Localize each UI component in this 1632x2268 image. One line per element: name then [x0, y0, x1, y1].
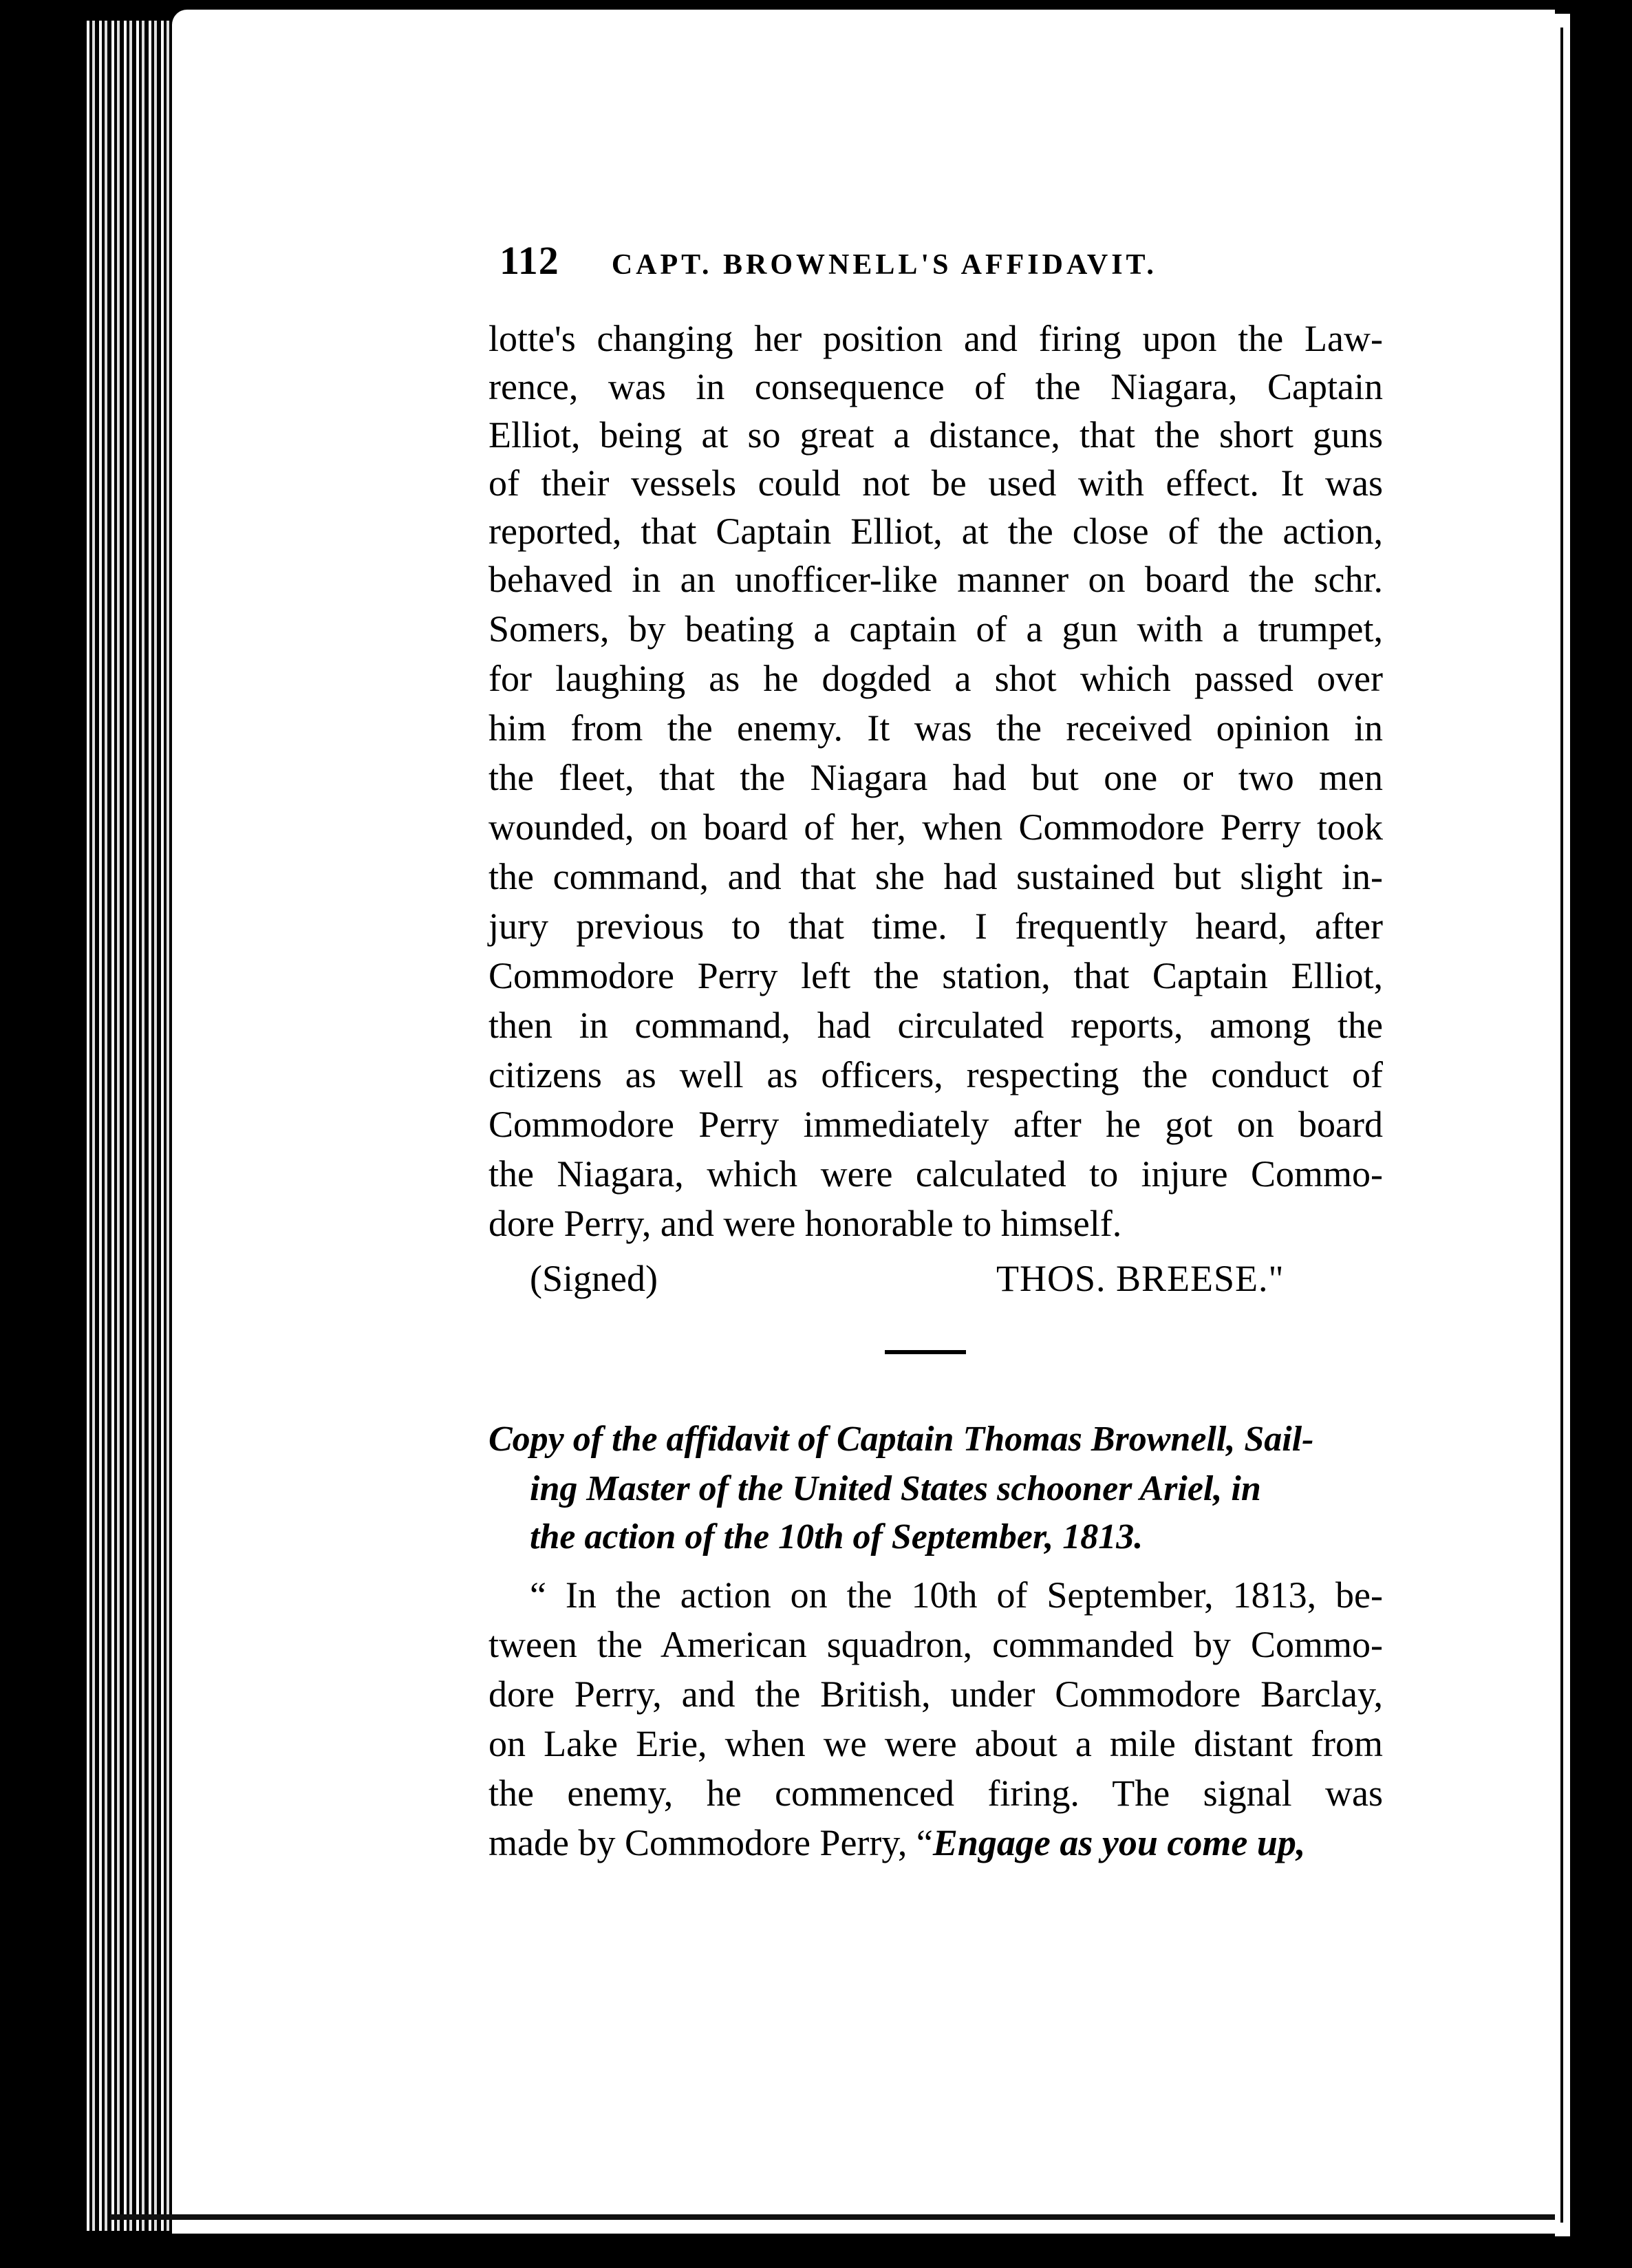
body-line: Somers, by beating a captain of a gun with a trumpet, — [488, 608, 1383, 650]
body-line: Commodore Perry left the station, that Captain Elliot, — [488, 955, 1383, 996]
affidavit-line-italic: Engage as you come up, — [932, 1822, 1306, 1863]
bottom-edge — [110, 2214, 1555, 2220]
affidavit-line: on Lake Erie, when we were about a mile distant from — [488, 1723, 1383, 1764]
gutter-line — [1560, 28, 1563, 2223]
body-line: behaved in an unofficer-like manner on board the schr. — [488, 559, 1383, 600]
signed-label: (Signed) — [530, 1258, 658, 1299]
body-line: of their vessels could not be used with effect. It was — [488, 462, 1383, 504]
page-number: 112 — [500, 238, 559, 283]
body-line: lotte's changing her position and firing upon the Law- — [488, 318, 1383, 359]
body-line: him from the enemy. It was the received opinion in — [488, 707, 1383, 749]
running-head: CAPT. BROWNELL'S AFFIDAVIT. — [611, 249, 1157, 281]
body-line: reported, that Captain Elliot, at the close of the action, — [488, 511, 1383, 552]
body-line: then in command, had circulated reports, among the — [488, 1005, 1383, 1046]
body-line: Elliot, being at so great a distance, that the short guns — [488, 414, 1383, 456]
signer-name: THOS. BREESE." — [996, 1258, 1285, 1299]
body-line: citizens as well as officers, respecting the conduct of — [488, 1054, 1383, 1095]
body-line: Commodore Perry immediately after he got on board — [488, 1104, 1383, 1145]
body-line: the fleet, that the Niagara had but one or two men — [488, 757, 1383, 798]
caption-line: the action of the 10th of September, 1813. — [530, 1517, 1144, 1556]
affidavit-line: the enemy, he commenced firing. The signal was — [488, 1773, 1383, 1814]
body-line: the command, and that she had sustained but slight in- — [488, 856, 1383, 897]
caption-line: Copy of the affidavit of Captain Thomas Brownell, Sail- — [488, 1420, 1314, 1459]
caption-line: ing Master of the United States schooner Ariel, in — [530, 1469, 1261, 1508]
affidavit-line — [488, 1822, 1383, 1863]
section-divider — [885, 1350, 966, 1354]
body-line: wounded, on board of her, when Commodore Perry took — [488, 806, 1383, 848]
affidavit-line: dore Perry, and the British, under Commodore Barclay, — [488, 1673, 1383, 1715]
body-line: the Niagara, which were calculated to injure Commo- — [488, 1153, 1383, 1195]
body-line: rence, was in consequence of the Niagara, Captain — [488, 366, 1383, 407]
page-header — [500, 237, 1157, 284]
body-line: dore Perry, and were honorable to himself. — [488, 1203, 1122, 1244]
affidavit-line: tween the American squadron, commanded by Commo- — [488, 1624, 1383, 1665]
body-line: jury previous to that time. I frequently heard, after — [488, 906, 1383, 947]
body-line: for laughing as he dogded a shot which passed over — [488, 658, 1383, 699]
affidavit-line: “ In the action on the 10th of September, 1813, be- — [530, 1574, 1383, 1616]
affidavit-line-text: made by Commodore Perry, “ — [488, 1822, 933, 1863]
